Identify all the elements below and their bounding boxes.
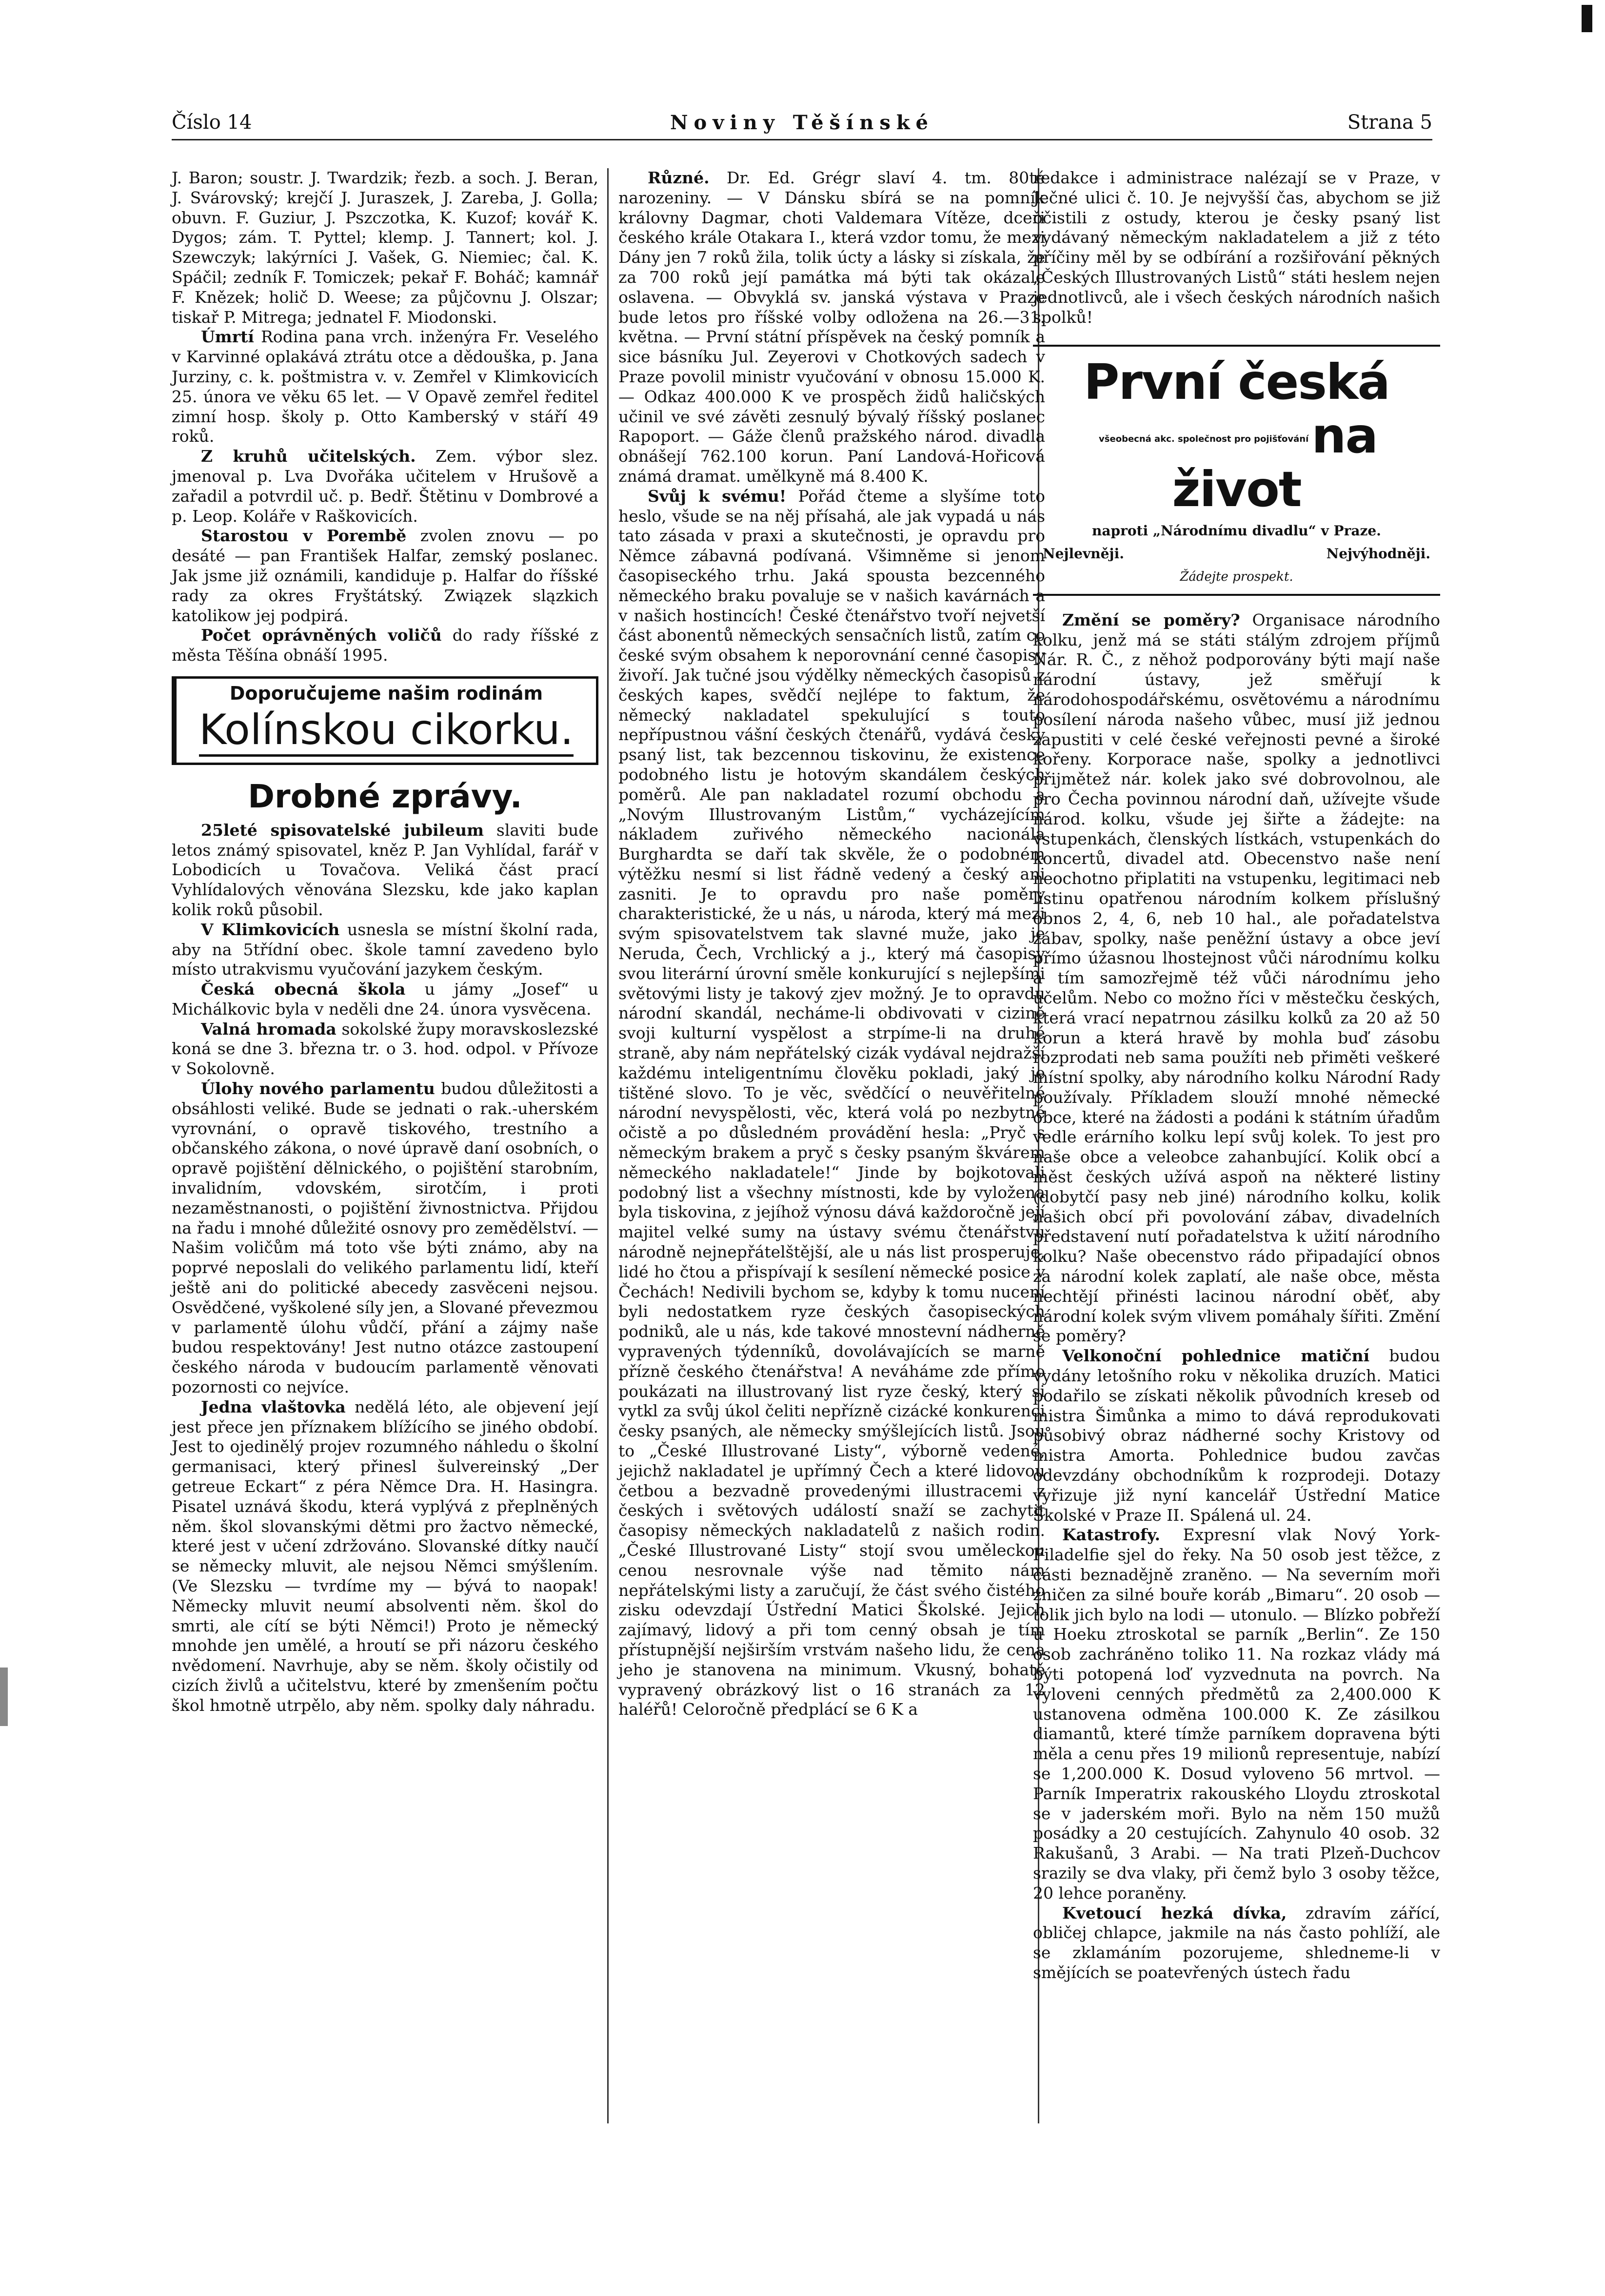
news-body: Pořád čteme a slyšíme toto heslo, všude se na něj přísahá, ale jak vypadá u nás tato zásada v praxi a skutečnosti, je opravdu pro Němce zábavná podívaná. Všimněme si jenom časopiseckého trhu. Jaká spousta bezcenného německého braku povaluje se v našich kavárnách a v našich hostincích! České čtenářstvo tvoří nejvetší část abonentů německých sensačních listů, zatím co české svým obsahem k neporovnání cenné časopisy živoří. Jak tučné jsou výdělky německých časopisů z českých kapes, svědčí nejlépe to faktum, že německý nakladatel spekulující s touto nepřípustnou vášní českých čtenářů, vydává česky psaný list, tak bezcennou tiskovinu, že existence podobného listu je hotovým skandálem českých poměrů. Ale pan nakladatel rozumí obchodu a „Novým Illustrovaným Listům,“ vycházejícím nákladem zuřivého německého nacionála Burghardta se daří tak skvěle, že o podobném výtěžku nesmí si list řádně vedený a český ani zasniti. Je to opravdu pro naše poměry charakteristické, že u nás, u národa, který má mezi svým spisovatelstvem tak slavné muže, jako je Neruda, Čech, Vrchlický a j., který má časopisy svou literární úrovní směle konkurující s nejlepšími světovými listy je takový zjev možný. Je to opravdu národní skandál, necháme-li obdivovati v cizině svoji kulturní vyspělost a strpíme-li na druhé straně, aby nám nepřátelský cizák vydával nejdražší každému inteligentnímu člověku pokladi, jaký je tištěné slovo. To je věc, svědčící o neuvěřitelné národní nevyspělosti, věc, která volá po nezbytné očistě a po důsledném provádění hesla: „Pryč s německým brakem a pryč s česky psaným škvárem německého nakladatele!“ Jinde by bojkotovali podobný list a všechny místnosti, kde by vyložena byla tiskovina, z jejíhož výnosu dává každoročně její majitel velké sumy na ústavy svému čtenářstvu národně nejnepřátelštější, ale u nás list prosperuje, lidé ho čtou a přispívají k sesílení německé posice v Čechách! Nedivili bychom se, kdyby k tomu nucení byli nedostatkem ryze českých časopiseckých podniků, ale u nás, kde takové mnostevní nádherně vypravených týdenníků, dovolávajících se marně přízně českého čtenářstva! A neváháme zde přímo poukázati na illustrovaný list ryze český, který si vytkl za svůj úkol čeliti nepřízně cizácké konkurenci česky psaných, ale německy smýšlejících listů. Jsou to „České Illustrované Listy“, výborně vedené, jejichž nakladatel je upřímný Čech a které lidovou četbou a bezvadně provedenými illustracemi z českých i světových událostí snaží se zachytit časopisy německých nakladatelů z našich rodin. „České Illustrované Listy“ stojí svou uměleckou cenou nesrovnale výše nad těmito nám nepřátelskými listy a zaručují, že část svého čistého zisku odevzdají Ústřední Matici Školské. Jejich zajímavý, lidový a při tom cenný obsah je tím přístupnější nejširším vrstvám našeho lidu, že cena jeho je stanovena na minimum. Vkusný, bohatě vypravený obrázkový list o 16 stranách za 12 haléřů! Celoročně předplácí se 6 K a	[618, 486, 1045, 1719]
ad-note: Žádejte prospekt.	[1180, 569, 1293, 584]
news-item	[172, 980, 598, 1020]
news-lead: Valná hromada	[201, 1019, 337, 1039]
news-item	[1033, 610, 1440, 1346]
paragraph-lead: Počet oprávněných voličů	[201, 626, 442, 645]
news-item	[172, 920, 598, 980]
news-body: zdravím zářící, obličej chlapce, jakmile na nás často pohlíží, ale se zklamáním pozorujeme, shledneme-li v smějících se poatevřených ústech řadu	[1033, 1903, 1440, 1982]
column-2	[618, 168, 1045, 1720]
news-item	[172, 821, 598, 920]
news-lead: Kvetoucí hezká dívka,	[1062, 1903, 1287, 1923]
scan-edge-mark	[0, 1668, 8, 1726]
ad-company-name: První česká	[1084, 353, 1389, 411]
column-1	[172, 168, 598, 1716]
insurance-advertisement	[1033, 345, 1440, 595]
paragraph-body: do rady říšské z města Těšína obnáší 1995.	[172, 626, 598, 665]
issue-number: Číslo 14	[172, 111, 252, 134]
news-body: Dr. Ed. Grégr slaví 4. tm. 80té narozeniny. — V Dánsku sbírá se na pomník královny Dagmar, choti Valdemara Vítěze, dceři českého krále Otakara I., která vzdor tomu, že mezi Dány jen 7 roků žila, tolik úcty a lásky si získala, že za 700 roků její památka má býti tak okázale oslavena. — Obvyklá sv. janská výstava v Praze bude letos pro říšské volby odložena na 26.—31. května. — První státní příspěvek na český pomník a sice básníku Jul. Zeyerovi v Chotkových sadech v Praze povolil ministr vyučování v obnosu 15.000 K. — Odkaz 400.000 K ve prospěch židů haličských učinil ve své závěti zesnulý bývalý říšský poslanec Rapoport. — Gáže členů pražského národ. divadla obnášejí 762.100 korun. Paní Landová-Hořicová známá dramat. umělkyně má 8.400 K.	[618, 168, 1045, 486]
paragraph-body: Rodina pana vrch. inženýra Fr. Veselého v Karvinné oplakává ztrátu otce a dědouška, p. Jana Jurziny, c. k. poštmistra v. v. Zemřel v Klimkovicích 25. února ve věku 65 let. — V Opavě zemřel ředitel zimní hosp. školy p. Otto Kamberský v stáří 49 roků.	[172, 327, 598, 446]
news-lead: Úlohy nového parlamentu	[201, 1079, 435, 1099]
paragraph	[172, 327, 598, 447]
page-number: Strana 5	[1347, 111, 1432, 134]
ad-address: naproti „Národnímu divadlu“ v Praze.	[1092, 523, 1381, 539]
newspaper-title: Noviny Těšínské	[670, 111, 934, 134]
ad-company-type: všeobecná akc. společnost pro pojišťování	[1099, 434, 1309, 445]
news-body: u jámy „Josef“ u Michálkovic byla v neděli dne 24. února vysvěcena.	[172, 980, 598, 1019]
news-item	[1033, 1904, 1440, 1983]
news-lead: Různé.	[648, 168, 710, 187]
news-lead: 25leté spisovatelské jubileum	[201, 820, 484, 840]
news-lead: Změní se poměry?	[1062, 610, 1240, 629]
news-item	[172, 1079, 598, 1397]
column-3	[1033, 168, 1440, 1983]
news-lead: Velkonoční pohlednice matiční	[1062, 1346, 1370, 1366]
paragraph: J. Baron; soustr. J. Twardzik; řezb. a soch. J. Beran, J. Svárovský; krejčí J. Juraszek, J. Zareba, J. Golla; obuvn. F. Guziur, J. Pszczotka, K. Kuzof; kovář K. Dygos; zám. T. Pyttel; klemp. J. Tannert; kol. J. Szewczyk; lakýrníci J. Vašek, G. Niemiec; čal. K. Spáčil; zedník F. Tomiczek; pekař F. Boháč; kamnář F. Knězek; holič D. Weese; za půjčovnu J. Olszar; tiskař P. Mitrega; jednatel F. Miodonski.	[172, 168, 598, 327]
paragraph-body: zvolen znovu — po desáté — pan František Halfar, zemský poslanec. Jak jsme již oznámili, kandiduje p. Halfar do říšské rady za okres Fryštátský. Związek slązkich katolikow jej podpirá.	[172, 526, 599, 625]
news-item	[618, 487, 1045, 1720]
news-lead: Jedna vlaštovka	[201, 1397, 346, 1416]
news-item	[618, 168, 1045, 487]
paragraph-lead: Úmrtí	[201, 327, 254, 347]
news-lead: Svůj k svému!	[648, 486, 787, 506]
news-body: usnesla se místní školní rada, aby na 5třídní obec. škole tamní zavedeno bylo místo utrakvismu vyučování jazykem českým.	[172, 920, 598, 979]
news-body: budou důležitosti a obsáhlosti veliké. Bude se jednati o rak.-uherském vyrovnání, o opravě tiskového, trestního a občanského zákona, o nové úpravě daní osobních, o opravě pojištění dělnického, o pojištění starobním, invalidním, vdovském, sirotčím, i proti nezaměstnanosti, o pojištění živnostnictva. Přijdou na řadu i mnohé důležité osnovy pro zemědělství. — Našim voličům má toto vše býti známo, aby na poprvé neposlali do velikého parlamentu lidí, kteří ještě ani do politické abecedy zasvěceni nejsou. Osvědčené, vyškolené síly jen, a Slované převezmou v parlamentě úlohu vůdčí, přání a zájmy naše budou respektovány! Jest nutno otázce zastoupení českého národa v budoucím parlamentě věnovati pozornosti co nejvíce.	[172, 1079, 598, 1397]
paragraph: redakce i administrace nalézají se v Praze, v Ječné ulici č. 10. Je nejvyšší čas, abychom se již očistili z ostudy, kterou je česky psaný list vydávaný německým nakladatelem a již z této příčiny měl by se odbírání a rozšiřování pěkných „Českých Illustrovaných Listů“ státi heslem nejen jednotlivců, ale i všech českých národních našich spolků!	[1033, 168, 1440, 327]
paragraph-body: Zem. výbor slez. jmenoval p. Lva Dvořáka učitelem v Hrušově a zařadil a potvrdil uč. p. Bedř. Štětinu v Dombrové a p. Leop. Koláře v Raškovicích.	[172, 447, 599, 526]
news-body: Organisace národního kolku, jenž má se státi stálým zdrojem příjmů Nár. R. Č., z něhož podporovány býti mají naše národní ústavy, jež směřují k národohospodářskému, osvětovému a národnímu posílení národa našeho vůbec, musí již jednou zapustiti v celé české veřejnosti pevné a široké kořeny. Korporace naše, spolky a jednotlivci přijmětež nár. kolek jako své dobrovolnou, ale pro Čecha povinnou národní daň, užívejte všude národ. kolku, všude jej šiřte a žádejte: na vstupenkách, členských lístkách, vstupenkách do koncertů, divadel atd. Obecenstvo naše není neochotno připlatiti na vstupenku, legitimaci neb listinu opatřenou národním kolkem příslušný obnos 2, 4, 6, neb 10 hal., ale pořadatelstva zábav, spolky, naše peněžní ústavy a obce jeví přímo úžasnou lhostejnost vůči národnímu kolku a tím samozřejmě též vůči národnímu jeho účelům. Nebo co možno říci v městečku českých, která vrací nepatrnou zásilku kolků za 20 až 50 korun a která hravě by mohla buď zásobu rozprodati neb sama použíti neb přiměti veškeré místní spolky, aby národního kolku Národní Rady používaly. Příkladem slouží mnohé německé obce, které na žádosti a podáni k státním úřadům vedle erárního kolku lepí svůj kolek. To jest pro naše obce a veleobce zahanbující. Kolik obcí a měst českých užívá aspoň na některé listiny (dobytčí pasy neb jiné) národního kolku, kolik našich obcí při povolování zábav, divadelních představení nutí pořadatelstva k užití národního kolku? Naše obecenstvo rádo připadající obnos za národní kolek zaplatí, ale naše obce, města nechtějí přinésti lacinou národní oběť, aby národní kolek svým vlivem pomáhaly šířiti. Změní se poměry?	[1033, 610, 1440, 1346]
news-item	[1033, 1346, 1440, 1525]
ad-company-name-end: na život	[1172, 407, 1377, 518]
paragraph-lead: Z kruhů učitelských.	[201, 447, 416, 466]
news-item	[172, 1397, 598, 1716]
ad-product: Kolínskou cikorku.	[199, 706, 574, 757]
column-rule-1	[607, 168, 609, 2123]
ad-slogan-left: Nejlevněji.	[1043, 546, 1124, 562]
page-header	[172, 111, 1432, 140]
paragraph	[172, 447, 598, 526]
ad-slogan-right: Nejvýhodněji.	[1326, 546, 1430, 562]
news-body: slaviti bude letos známý spisovatel, kněz P. Jan Vyhlídal, farář v Lobodicích u Tovačova. Veliká část prací Vyhlídalových věnována Slezsku, kde jako kaplan kolik roků působil.	[172, 820, 598, 919]
paragraph	[172, 626, 598, 666]
news-body: Expresní vlak Nový York-Filadelfie sjel do řeky. Na 50 osob jest těžce, z části beznadějně zraněno. — Na severním moři zničen za silné bouře koráb „Bimaru“. 20 osob — tolik jich bylo na lodi — utonulo. — Blízko pobřeží u Hoeku ztroskotal se parník „Berlin“. Ze 150 osob zachráněno toliko 11. Na rozkaz vlády má býti potopená loď vyzvednuta na povrch. Na vyloveni cenných předmětů za 2,400.000 K ustanovena odměna 100.000 K. Ze zásilkou diamantů, které tímže parníkem dopravena býti měla a cenu přes 19 milionů representuje, nabízí se 1,200.000 K. Dosud vyloveno 56 mrtvol. — Parník Imperatrix rakouského Lloydu ztroskotal se v jaderském moři. Bylo na něm 150 mužů posádky a 20 cestujících. Zahynulo 40 osob. 32 Rakušanů, 3 Arabi. — Na trati Plzeň-Duchcov srazily se dva vlaky, při čemž bylo 3 osoby těžce, 20 lehce poraněny.	[1033, 1525, 1440, 1903]
news-item	[172, 1020, 598, 1079]
chicory-advertisement	[172, 676, 598, 765]
ad-headline: Doporučujeme našim rodinám	[229, 682, 543, 704]
paragraph-lead: Starostou v Porembě	[201, 526, 407, 546]
news-body: budou vydány letošního roku v několika druzích. Matici podařilo se získati několik původních kreseb od mistra Šimůnka a mimo to dává reprodukovati působivý obraz nádherné sochy Kristovy od mistra Amorta. Pohlednice budou zavčas odevzdány obchodníkům k rozprodeji. Dotazy vyřizuje již nyní kancelář Ústřední Matice Školské v Praze II. Spálená ul. 24.	[1033, 1346, 1440, 1525]
news-lead: Česká obecná škola	[201, 980, 406, 999]
news-lead: V Klimkovicích	[201, 920, 340, 939]
news-item	[1033, 1525, 1440, 1903]
scan-corner-mark	[1582, 5, 1592, 32]
news-body: nedělá léto, ale objevení její jest přece jen příznakem blížícího se jiného období. Jest to ojedinělý projev rozumného náhledu o školní germanisaci, který přinesl šulvereinský „Der getreue Eckart“ z péra Němce Dra. H. Hasingra. Pisatel uznává škodu, která vyplývá z přeplněných něm. škol slovanskými dětmi pro žactvo německé, které jest v učení zdržováno. Slovanské dítky naučí se německy mluvit, ale nejsou Němci smýšlením. (Ve Slezsku — tvrdíme my — bývá to naopak! Německy mluvit neumí absolventi něm. škol do smrti, ale cítí se býti Němci!) Proto je německý mnohde jen umělé, a hroutí se při názoru českého nvědomení. Navrhuje, aby se něm. školy očistily od cizích živlů a učitelstvu, které by zmenšením počtu škol hmotně utrpělo, aby něm. spolky daly náhradu.	[172, 1397, 598, 1715]
header-rule	[172, 139, 1432, 140]
section-title: Drobné zprávy.	[248, 777, 522, 815]
news-lead: Katastrofy.	[1062, 1525, 1160, 1545]
paragraph	[172, 526, 598, 626]
news-body: sokolské župy moravskoslezské koná se dne 3. března tr. o 3. hod. odpol. v Přívoze v Sokolovně.	[172, 1019, 598, 1079]
